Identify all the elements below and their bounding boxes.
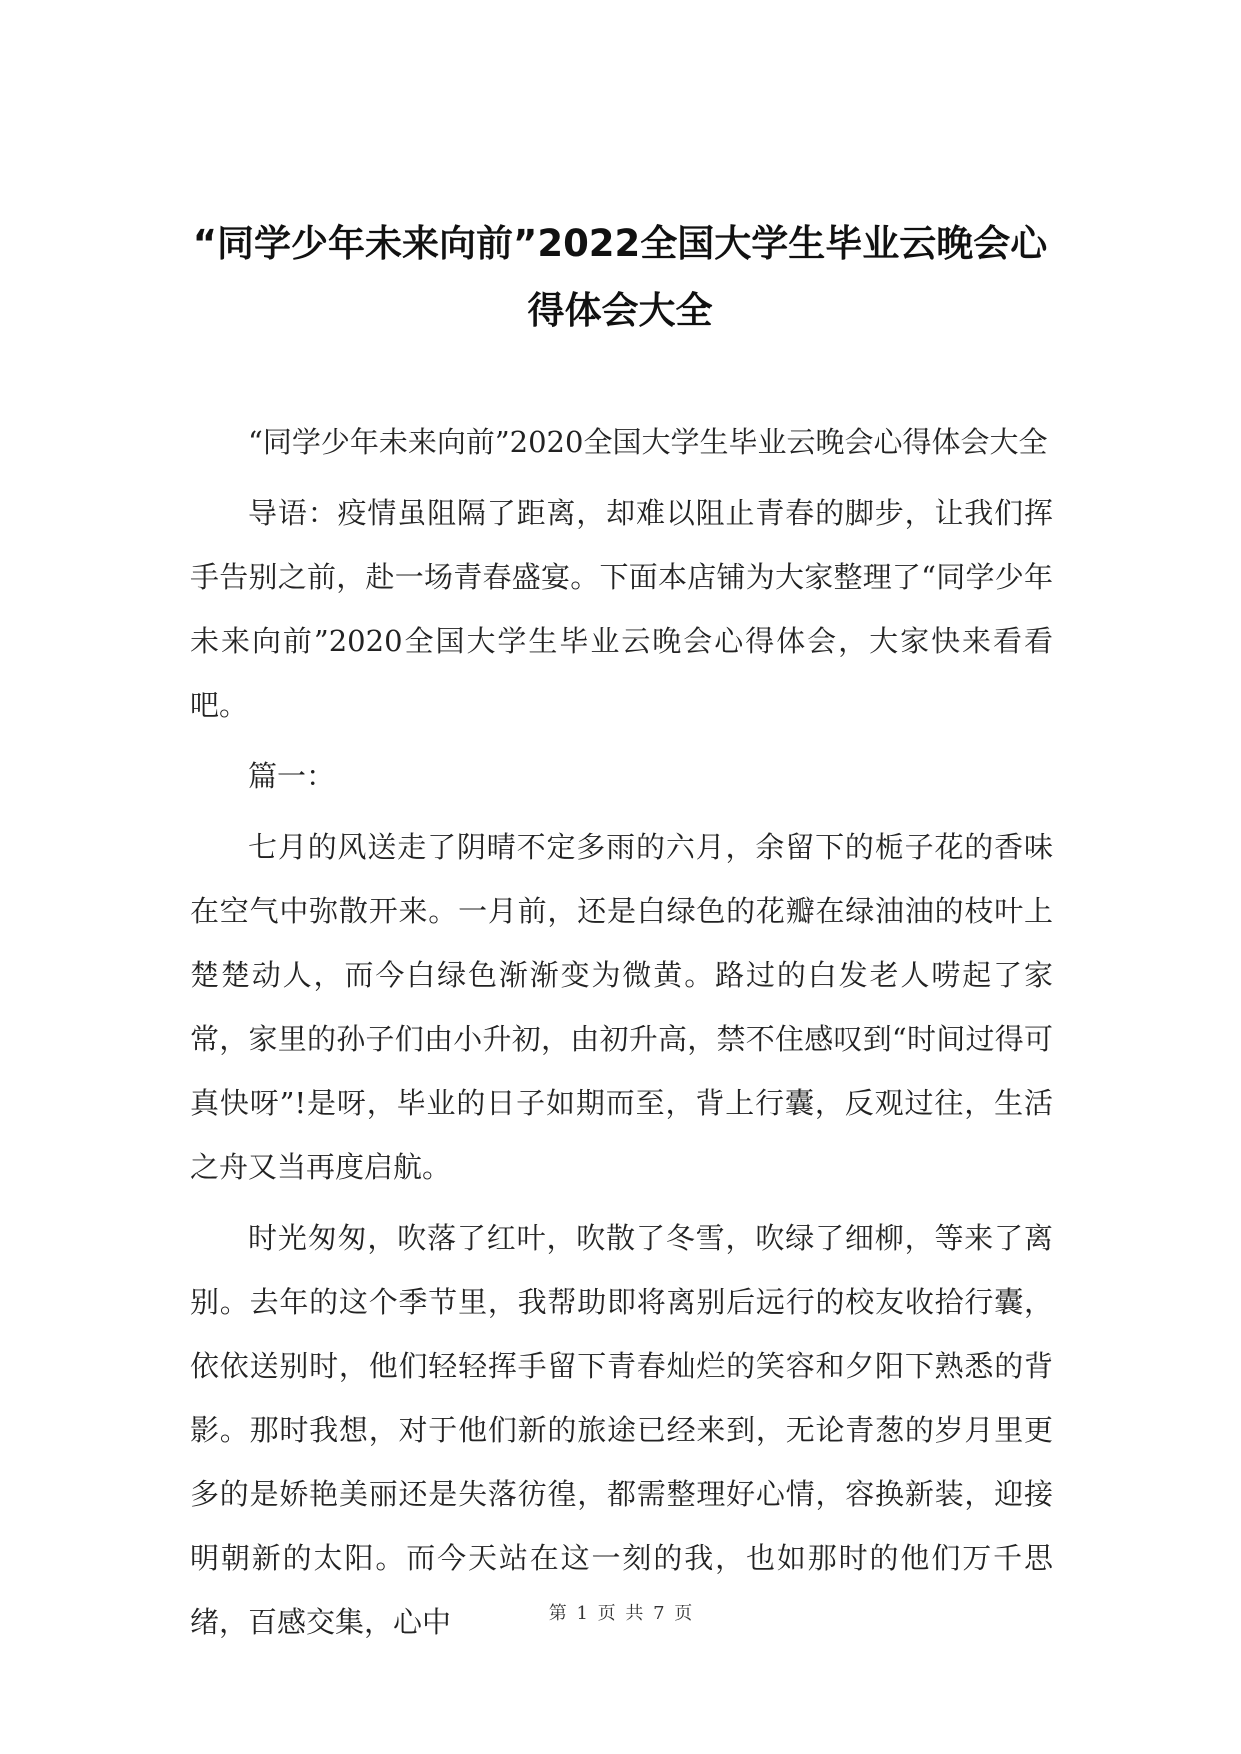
paragraph-body-2: 时光匆匆，吹落了红叶，吹散了冬雪，吹绿了细柳，等来了离别。去年的这个季节里，我帮助即将离别后远行的校友收拾行囊，依依送别时，他们轻轻挥手留下青春灿烂的笑容和夕阳下熟悉的背影。那时我想，对于他们新的旅途已经来到，无论青葱的岁月里更多的是娇艳美丽还是失落彷徨，都需整理好心情，容换新装，迎接明朝新的太阳。而今天站在这一刻的我，也如那时的他们万千思绪，百感交集，心中 <box>190 1221 1053 1639</box>
document-body <box>190 410 1053 1661</box>
paragraph-section-label: 篇一： <box>248 759 336 793</box>
paragraph-intro: 导语：疫情虽阻隔了距离，却难以阻止青春的脚步，让我们挥手告别之前，赴一场青春盛宴。下面本店铺为大家整理了“同学少年未来向前”2020全国大学生毕业云晚会心得体会，大家快来看看吧。 <box>190 496 1053 722</box>
paragraph-body-1: 七月的风送走了阴晴不定多雨的六月，余留下的栀子花的香味在空气中弥散开来。一月前，还是白绿色的花瓣在绿油油的枝叶上楚楚动人，而今白绿色渐渐变为微黄。路过的白发老人唠起了家常，家里的孙子们由小升初，由初升高，禁不住感叹到“时间过得可真快呀”!是呀，毕业的日子如期而至，背上行囊，反观过往，生活之舟又当再度启航。 <box>190 830 1053 1184</box>
paragraph-heading-repeat: “同学少年未来向前”2020全国大学生毕业云晚会心得体会大全 <box>248 425 1048 459</box>
document-title: “同学少年未来向前”2022全国大学生毕业云晚会心得体会大全 <box>192 222 1048 332</box>
page-number-footer: 第 1 页 共 7 页 <box>548 1603 693 1624</box>
